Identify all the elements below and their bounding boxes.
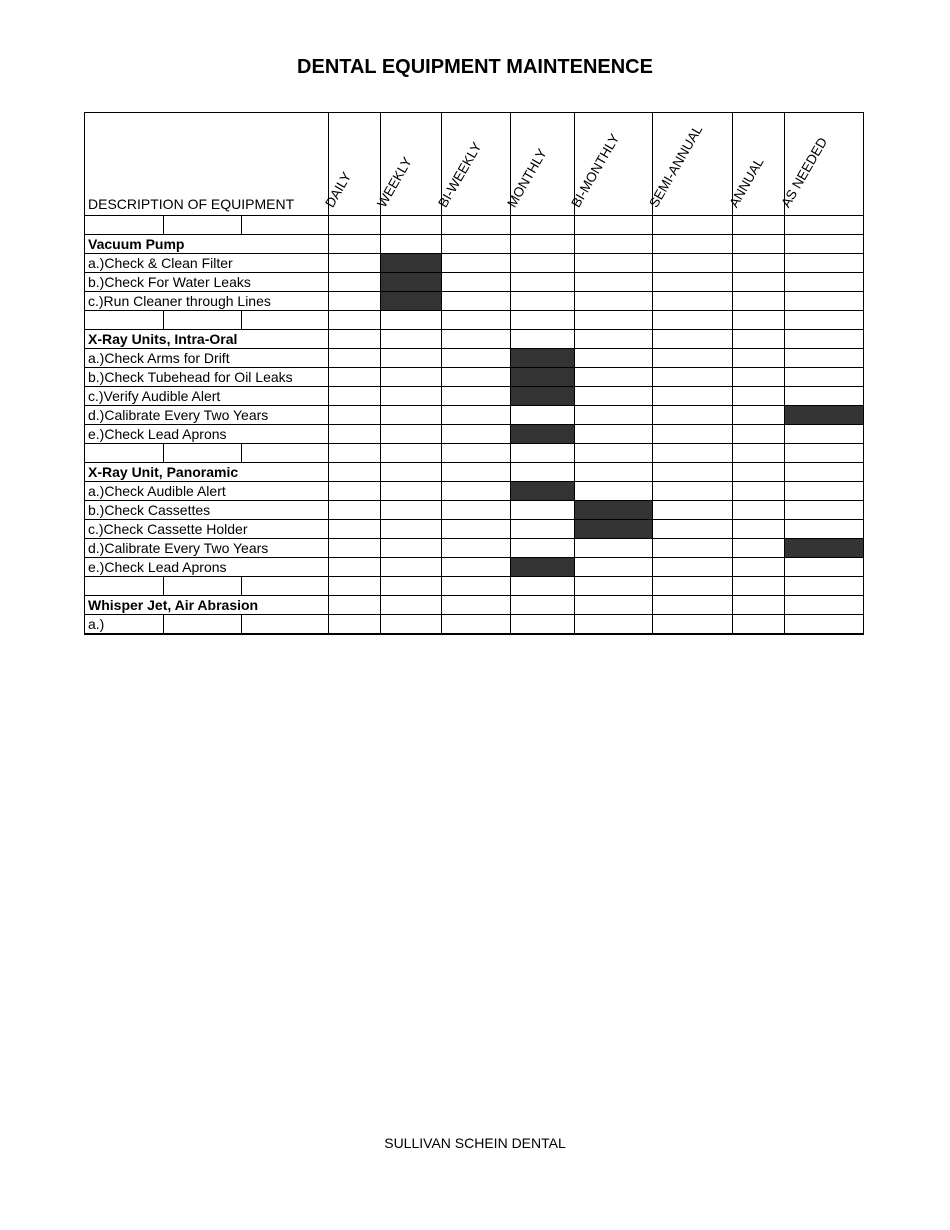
frequency-cell <box>442 330 511 349</box>
task-label: b.)Check Cassettes <box>85 501 329 520</box>
table-row <box>85 482 864 501</box>
table-row <box>85 368 864 387</box>
frequency-mark <box>381 254 442 273</box>
task-label: d.)Calibrate Every Two Years <box>85 406 329 425</box>
frequency-cell <box>575 558 653 577</box>
freq-header-semi-annual: SEMI-ANNUAL <box>653 113 733 216</box>
frequency-cell <box>733 520 785 539</box>
task-label: b.)Check For Water Leaks <box>85 273 329 292</box>
desc-cell <box>164 311 242 330</box>
frequency-cell <box>511 406 575 425</box>
section-row <box>85 235 864 254</box>
desc-cell: a.) <box>85 615 164 635</box>
frequency-cell <box>511 577 575 596</box>
task-label: e.)Check Lead Aprons <box>85 558 329 577</box>
frequency-mark <box>511 387 575 406</box>
frequency-cell <box>733 425 785 444</box>
desc-cell <box>164 216 242 235</box>
page-title: DENTAL EQUIPMENT MAINTENENCE <box>297 56 653 78</box>
frequency-cell <box>381 539 442 558</box>
frequency-cell <box>575 330 653 349</box>
section-title: Vacuum Pump <box>85 235 329 254</box>
frequency-cell <box>329 235 381 254</box>
frequency-cell <box>653 235 733 254</box>
desc-cell <box>164 615 242 635</box>
table-row <box>85 425 864 444</box>
frequency-cell <box>511 330 575 349</box>
frequency-cell <box>511 254 575 273</box>
frequency-cell <box>733 596 785 615</box>
frequency-mark <box>575 501 653 520</box>
frequency-cell <box>381 482 442 501</box>
frequency-cell <box>511 235 575 254</box>
frequency-cell <box>785 596 864 615</box>
frequency-cell <box>329 311 381 330</box>
frequency-cell <box>442 273 511 292</box>
frequency-cell <box>381 330 442 349</box>
frequency-cell <box>442 577 511 596</box>
frequency-cell <box>785 349 864 368</box>
desc-cell <box>242 615 329 635</box>
frequency-cell <box>442 235 511 254</box>
desc-cell <box>85 577 164 596</box>
frequency-cell <box>442 387 511 406</box>
frequency-cell <box>511 311 575 330</box>
section-title: Whisper Jet, Air Abrasion <box>85 596 329 615</box>
frequency-cell <box>733 444 785 463</box>
freq-header-as-needed: AS NEEDED <box>785 113 864 216</box>
frequency-cell <box>785 558 864 577</box>
frequency-cell <box>381 311 442 330</box>
blank-row <box>85 577 864 596</box>
frequency-cell <box>575 292 653 311</box>
frequency-cell <box>511 463 575 482</box>
frequency-cell <box>511 216 575 235</box>
frequency-cell <box>442 482 511 501</box>
task-label: a.)Check & Clean Filter <box>85 254 329 273</box>
frequency-cell <box>653 368 733 387</box>
frequency-cell <box>381 558 442 577</box>
blank-row <box>85 311 864 330</box>
frequency-cell <box>653 577 733 596</box>
frequency-cell <box>785 254 864 273</box>
section-row <box>85 330 864 349</box>
blank-row <box>85 216 864 235</box>
frequency-cell <box>329 615 381 635</box>
frequency-cell <box>442 539 511 558</box>
frequency-cell <box>733 558 785 577</box>
frequency-cell <box>511 596 575 615</box>
frequency-cell <box>329 292 381 311</box>
frequency-cell <box>575 368 653 387</box>
frequency-cell <box>785 463 864 482</box>
frequency-mark <box>785 539 864 558</box>
task-label: c.)Check Cassette Holder <box>85 520 329 539</box>
frequency-cell <box>511 520 575 539</box>
frequency-cell <box>329 254 381 273</box>
frequency-cell <box>733 311 785 330</box>
frequency-cell <box>329 596 381 615</box>
frequency-cell <box>653 311 733 330</box>
frequency-cell <box>511 615 575 635</box>
frequency-cell <box>733 349 785 368</box>
frequency-cell <box>785 444 864 463</box>
freq-header-weekly: WEEKLY <box>381 113 442 216</box>
frequency-cell <box>329 425 381 444</box>
desc-cell <box>242 216 329 235</box>
frequency-cell <box>785 501 864 520</box>
freq-header-bi-monthly: BI-MONTHLY <box>575 113 653 216</box>
frequency-cell <box>329 349 381 368</box>
frequency-cell <box>442 425 511 444</box>
frequency-cell <box>575 577 653 596</box>
frequency-cell <box>381 349 442 368</box>
frequency-cell <box>733 330 785 349</box>
table-row <box>85 292 864 311</box>
frequency-mark <box>785 406 864 425</box>
frequency-mark <box>575 520 653 539</box>
frequency-cell <box>653 292 733 311</box>
frequency-cell <box>733 235 785 254</box>
frequency-cell <box>653 444 733 463</box>
frequency-cell <box>733 406 785 425</box>
desc-cell <box>164 577 242 596</box>
frequency-cell <box>442 501 511 520</box>
table-row <box>85 254 864 273</box>
frequency-cell <box>329 558 381 577</box>
frequency-cell <box>442 444 511 463</box>
table-row <box>85 387 864 406</box>
frequency-cell <box>575 463 653 482</box>
blank-row <box>85 444 864 463</box>
desc-cell <box>85 216 164 235</box>
frequency-cell <box>329 482 381 501</box>
section-title: X-Ray Units, Intra-Oral <box>85 330 329 349</box>
frequency-cell <box>511 501 575 520</box>
frequency-cell <box>329 577 381 596</box>
frequency-cell <box>653 216 733 235</box>
frequency-cell <box>733 387 785 406</box>
frequency-cell <box>329 501 381 520</box>
frequency-cell <box>653 349 733 368</box>
section-row <box>85 463 864 482</box>
frequency-cell <box>442 368 511 387</box>
frequency-cell <box>442 254 511 273</box>
frequency-mark <box>381 292 442 311</box>
frequency-cell <box>733 482 785 501</box>
frequency-cell <box>575 387 653 406</box>
frequency-cell <box>785 235 864 254</box>
table-row <box>85 558 864 577</box>
frequency-cell <box>329 520 381 539</box>
frequency-cell <box>329 406 381 425</box>
frequency-cell <box>785 425 864 444</box>
section-row <box>85 596 864 615</box>
frequency-cell <box>653 615 733 635</box>
frequency-cell <box>653 406 733 425</box>
frequency-cell <box>733 216 785 235</box>
frequency-cell <box>329 463 381 482</box>
frequency-cell <box>511 444 575 463</box>
table-row <box>85 539 864 558</box>
frequency-cell <box>442 596 511 615</box>
frequency-cell <box>381 501 442 520</box>
frequency-cell <box>329 330 381 349</box>
footer-company: SULLIVAN SCHEIN DENTAL <box>384 1135 566 1151</box>
table-row <box>85 349 864 368</box>
freq-header-monthly: MONTHLY <box>511 113 575 216</box>
frequency-cell <box>329 273 381 292</box>
frequency-cell <box>575 596 653 615</box>
frequency-cell <box>575 444 653 463</box>
frequency-cell <box>785 387 864 406</box>
task-label: a.)Check Arms for Drift <box>85 349 329 368</box>
frequency-cell <box>653 330 733 349</box>
frequency-cell <box>575 216 653 235</box>
desc-cell <box>242 444 329 463</box>
frequency-cell <box>733 292 785 311</box>
task-label: c.)Run Cleaner through Lines <box>85 292 329 311</box>
frequency-cell <box>381 596 442 615</box>
frequency-cell <box>381 406 442 425</box>
frequency-cell <box>785 368 864 387</box>
desc-cell <box>242 311 329 330</box>
frequency-cell <box>511 292 575 311</box>
blank-row <box>85 615 864 635</box>
task-label: e.)Check Lead Aprons <box>85 425 329 444</box>
frequency-cell <box>511 539 575 558</box>
frequency-cell <box>442 292 511 311</box>
frequency-mark <box>511 368 575 387</box>
frequency-cell <box>653 539 733 558</box>
frequency-cell <box>653 387 733 406</box>
frequency-cell <box>785 615 864 635</box>
frequency-cell <box>575 349 653 368</box>
frequency-cell <box>442 463 511 482</box>
frequency-cell <box>733 463 785 482</box>
frequency-mark <box>381 273 442 292</box>
frequency-cell <box>575 254 653 273</box>
frequency-cell <box>381 520 442 539</box>
frequency-cell <box>733 368 785 387</box>
description-header: DESCRIPTION OF EQUIPMENT <box>85 113 329 216</box>
frequency-cell <box>381 235 442 254</box>
desc-cell <box>242 577 329 596</box>
frequency-mark <box>511 425 575 444</box>
header-row <box>85 113 864 216</box>
frequency-cell <box>653 463 733 482</box>
frequency-cell <box>653 501 733 520</box>
frequency-cell <box>653 425 733 444</box>
frequency-cell <box>785 577 864 596</box>
frequency-cell <box>785 482 864 501</box>
frequency-cell <box>733 501 785 520</box>
frequency-cell <box>785 216 864 235</box>
frequency-cell <box>785 311 864 330</box>
freq-header-bi-weekly: BI-WEEKLY <box>442 113 511 216</box>
frequency-cell <box>575 273 653 292</box>
frequency-cell <box>575 425 653 444</box>
frequency-cell <box>381 615 442 635</box>
frequency-cell <box>733 254 785 273</box>
task-label: a.)Check Audible Alert <box>85 482 329 501</box>
task-label: b.)Check Tubehead for Oil Leaks <box>85 368 329 387</box>
frequency-cell <box>381 463 442 482</box>
frequency-cell <box>442 615 511 635</box>
frequency-cell <box>575 482 653 501</box>
frequency-cell <box>329 368 381 387</box>
table-row <box>85 520 864 539</box>
frequency-cell <box>653 273 733 292</box>
maintenance-table <box>84 112 864 635</box>
frequency-cell <box>329 387 381 406</box>
frequency-cell <box>381 216 442 235</box>
frequency-cell <box>733 615 785 635</box>
frequency-cell <box>381 577 442 596</box>
frequency-cell <box>653 520 733 539</box>
frequency-mark <box>511 558 575 577</box>
frequency-cell <box>575 406 653 425</box>
task-label: d.)Calibrate Every Two Years <box>85 539 329 558</box>
frequency-cell <box>381 387 442 406</box>
frequency-cell <box>442 349 511 368</box>
task-label: c.)Verify Audible Alert <box>85 387 329 406</box>
frequency-cell <box>653 558 733 577</box>
frequency-cell <box>442 216 511 235</box>
desc-cell <box>85 311 164 330</box>
frequency-cell <box>381 425 442 444</box>
frequency-mark <box>511 349 575 368</box>
section-title: X-Ray Unit, Panoramic <box>85 463 329 482</box>
frequency-cell <box>511 273 575 292</box>
frequency-cell <box>733 577 785 596</box>
table-row <box>85 273 864 292</box>
frequency-cell <box>381 444 442 463</box>
frequency-cell <box>653 254 733 273</box>
desc-cell <box>85 444 164 463</box>
freq-header-daily: DAILY <box>329 113 381 216</box>
freq-header-annual: ANNUAL <box>733 113 785 216</box>
frequency-cell <box>575 311 653 330</box>
frequency-cell <box>329 216 381 235</box>
desc-cell <box>164 444 242 463</box>
frequency-cell <box>785 520 864 539</box>
frequency-cell <box>653 482 733 501</box>
frequency-cell <box>653 596 733 615</box>
frequency-cell <box>381 368 442 387</box>
frequency-cell <box>575 235 653 254</box>
frequency-cell <box>575 615 653 635</box>
frequency-cell <box>329 444 381 463</box>
frequency-cell <box>733 539 785 558</box>
frequency-cell <box>329 539 381 558</box>
frequency-mark <box>511 482 575 501</box>
frequency-cell <box>442 406 511 425</box>
frequency-cell <box>442 558 511 577</box>
table-row <box>85 501 864 520</box>
frequency-cell <box>442 311 511 330</box>
frequency-cell <box>442 520 511 539</box>
table-row <box>85 406 864 425</box>
frequency-cell <box>733 273 785 292</box>
frequency-cell <box>785 273 864 292</box>
frequency-cell <box>575 539 653 558</box>
frequency-cell <box>785 330 864 349</box>
frequency-cell <box>785 292 864 311</box>
